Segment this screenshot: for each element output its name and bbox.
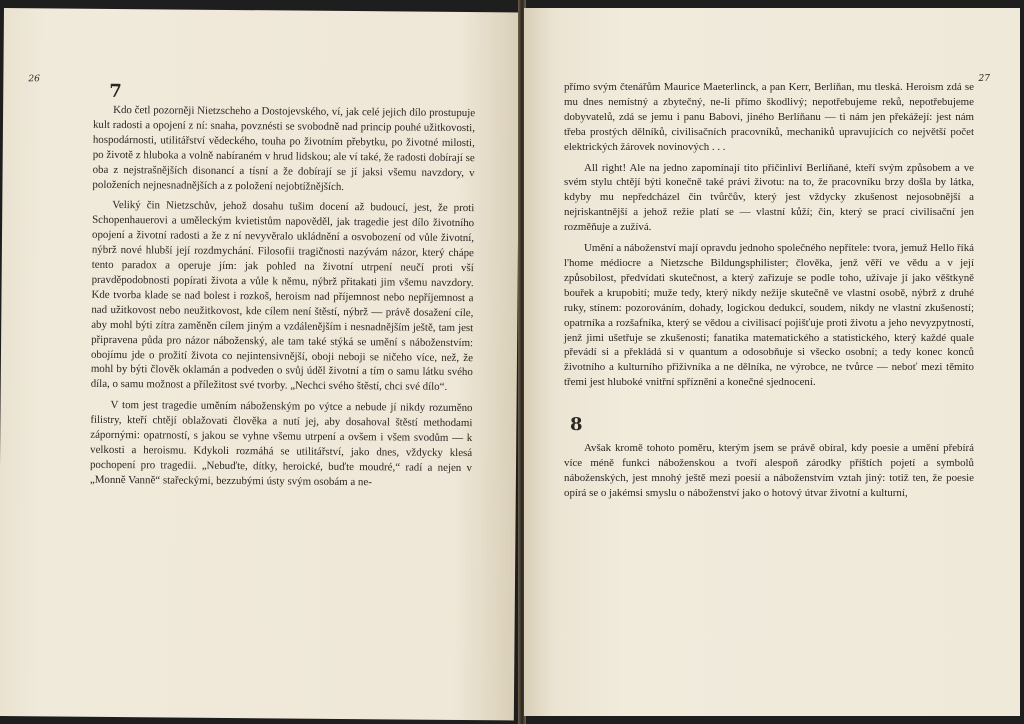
right-page [524, 8, 1020, 716]
right-paragraph-1: přímo svým čtenářům Maurice Maeterlinck, a pan Kerr, Berlíňan, mu tleská. Heroism zdá se mu dnes nemístný a zbytečný, ne-li přímo škodlivý; nepotřebujeme reků, nepotřebujeme dobyvatelů, zdá se jemu i panu Babovi, jiného Berlíňanu — ti nám jen překážejí: jest nám třeba prostých dělníků, civilisačních pracovníků, mechaniků upravujících co největší počet elektrických žárovek novinových . . . [564, 81, 974, 153]
page-number-left: 26 [28, 74, 40, 85]
left-page-text [90, 103, 475, 497]
page-number-right: 27 [978, 74, 990, 84]
left-paragraph-3: V tom jest tragedie uměním náboženským po výtce a nebude jí nikdy rozuměno filistry, kteří chtějí oblažovati člověka a nutí jej, aby dosahoval štěstí methodami zápornými: opatrností, s jakou se vyhne všemu utrpení a ovšem i všem svodům — k velkosti a heroismu. Kdykoli rozmáhá se utilitářství, jako dnes, vždycky klesá pochopení pro tragedii. „Nebuďte, dítky, heroické, buďte moudré,“ radí a nejen v „Monně Vanně“ stařeckými, bezzubými ústy svým osobám a ne- [89, 399, 473, 488]
left-paragraph-1: Kdo četl pozorněji Nietzscheho a Dostojevského, ví, jak celé jejich dílo prostupuje kult radosti a opojení z ní: snaha, povznésti se svobodně nad princip pouhé užitkovosti, hospodárnosti, utilitářství vědeckého, touha po životním přebytku, po životné milosti, po životě z hluboka a volně nabíraném v hrud lidskou; ale ví také, že radosti dobírají se oba z nejstrašnějších disonancí a tísní a že dobírají se jí jaksi všemu navzdory, v položeních nejnesnadnějších a z položení nejobtížnějších. [92, 103, 476, 193]
right-page-text [564, 80, 974, 507]
right-paragraph-2: All right! Ale na jedno zapomínají tito přičinliví Berlíňané, kteří svým způsobem a ve svém stylu chtějí býti konečně také právi životu: na to, že pracovníku brzy došla by látka, kdyby mu nepředcházel čin tvůrčův, který jest vždycky zkušenost nejosobnější a nejriskantnější a jehož režie platí se — vlastní kůží; čin, který se prací civilisační jen rozměňuje a zužívá. [564, 161, 974, 234]
section-number-7: 7 [109, 80, 122, 103]
left-page [0, 8, 520, 720]
left-paragraph-2: Veliký čin Nietzschův, jehož dosahu tušim docení až budoucí, jest, že proti Schopenhauerovi a uměleckým kvietistům napověděl, jak tragedie jest dílo životního opojení a životní radosti a že z ní nevyvěralo ukládnění a osvobození od vůle životní, nýbrž nové hlubší její rozdmychání. Filosofii tragičnosti nazývám názor, který chápe tento paradox a operuje jím: jak pohled na životní utrpení neučí proti vší pravděpodobnosti popírati života a vůle k němu, nýbrž přitakati jim všemu navzdory. Kde tvorba klade se nad bolest i rozkoš, heroism nad příjemnost nebo nepříjemnost a nad užitkovost nebo neužitkovost, kde cílem není štěstí, nýbrž — právě dosažení cíle, aby mohl býti zítra zaměněn cílem jiným a vzdálenějším i nesnadnějším ještě, tam jest připravena půda pro názor náboženský, ale tam také stýká se umění s náboženstvím: obojímu jde o prožití života co nejintensivnější, oboji neboji se ničeho více, než, že mohl by býti člověk oklamán a podveden o svůj úděl životní a tím o samu látku svého díla, o samu možnost a příležitost své tvorby. „Nechci svého štěstí, chci své dílo“. [90, 199, 475, 394]
right-paragraph-3: Umění a náboženství mají opravdu jednoho společného nepřítele: tvora, jemuž Hello říká l'home médiocre a Nietzsche Bildungsphilister; člověka, jenž věří ve vědu a v její způsobilost, předvídati skutečnost, a který zařizuje se podle toho, užívaje jí jako věštkyně bouřek a krupobití; muže tedy, který nikdy nežije skutečně ve vlastní osobě, nýbrž z druhé ruky, stínem: pozorováním, dohady, logickou dedukcí, soudem, nikdy ne vlastní zkušeností; opatrníka a rozšafníka, který se vědou a civilisací pojišťuje proti životu a jeho nevyzpytností, jenž jimi ušetřuje se zkušenosti; fanatika matematického a statistického, který každé quale převádí si a překládá si v quantum a odosobňuje si všecko osobní; a tedy konec konců životního a kulturního přiživníka a ne dělníka, ne výrobce, ne tvůrce — neboť mezi těmito třemi jest hluboké vnitřní spřízněni a konečné sjednocení. [564, 242, 974, 389]
section-number-8: 8 [570, 414, 583, 436]
right-paragraph-4: Avšak kromě tohoto poměru, kterým jsem se právě obíral, kdy poesie a umění přebírá více méně funkci náboženskou a tvoří alespoň zárodky příštích pojetí a symbolů náboženských, jest mnohý ještě mezi poesií a náboženstvím vztah jiný: totiž ten, že poesie opírá se o jakémsi smyslu o náboženství jako o hotový útvar životní a kulturní, [564, 442, 974, 499]
